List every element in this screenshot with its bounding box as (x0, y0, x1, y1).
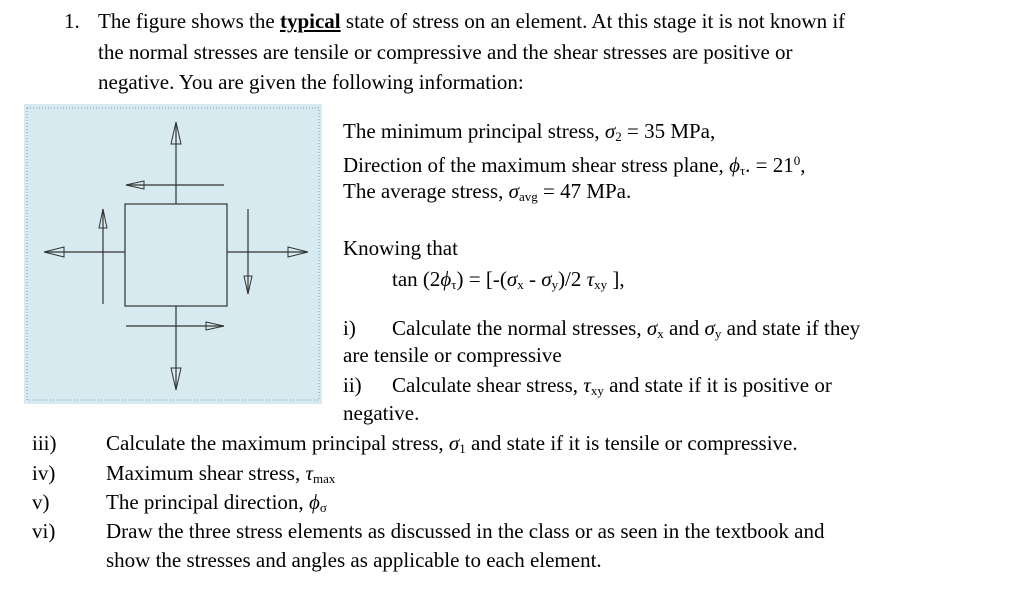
task-vi-line2: show the stresses and angles as applicable to each element. (106, 548, 602, 572)
intro-line-1: The figure shows the typical state of stress on an element. At this stage it is not known if (98, 9, 846, 33)
task-iv-number: iv) (32, 461, 56, 485)
stress-element-diagram (24, 104, 322, 404)
element-square (125, 204, 227, 306)
task-iv-text: Maximum shear stress, $\tau_{max}$ (106, 461, 336, 486)
stress-element-figure (24, 104, 322, 404)
task-ii-line2: negative. (343, 401, 420, 425)
figure-border (27, 108, 319, 400)
task-i-number: i) (343, 316, 356, 340)
task-v-number: v) (32, 490, 50, 514)
task-iii-number: iii) (32, 431, 57, 455)
given-phi-tau: Direction of the maximum shear stress plane, $\phi_\tau$. = $21^0$, (343, 153, 806, 178)
intro-line-2: the normal stresses are tensile or compressive and the shear stresses are positive or (98, 40, 793, 64)
problem-number: 1. (64, 9, 80, 33)
task-i-text: Calculate the normal stresses, $\sigma_x$ and $\sigma_y$ and state if they (392, 316, 861, 341)
task-iii-text: Calculate the maximum principal stress, $\sigma_1$ and state if it is tensile or compressive. (106, 431, 798, 456)
intro-line-3: negative. You are given the following information: (98, 70, 524, 94)
task-ii-text: Calculate shear stress, $\tau_{xy}$ and state if it is positive or (392, 373, 832, 398)
task-ii-number: ii) (343, 373, 362, 397)
task-vi-line1: Draw the three stress elements as discussed in the class or as seen in the textbook and (106, 519, 825, 543)
emphasis-typical: typical (279, 9, 341, 33)
knowing-label: Knowing that (343, 236, 458, 260)
task-v-text: The principal direction, $\phi_\sigma$ (106, 490, 327, 515)
given-sigma2: The minimum principal stress, $\sigma_2 = 35$ MPa, (343, 119, 716, 144)
given-sigma-avg: The average stress, $\sigma_{avg} = 47$ MPa. (343, 179, 632, 204)
task-vi-number: vi) (32, 519, 56, 543)
tan-equation: $\tan (2\phi_\tau) = [-(\sigma_x - \sigma_y)/2$ $\tau_{xy}$ ], (392, 267, 625, 292)
task-i-line2: are tensile or compressive (343, 343, 562, 367)
